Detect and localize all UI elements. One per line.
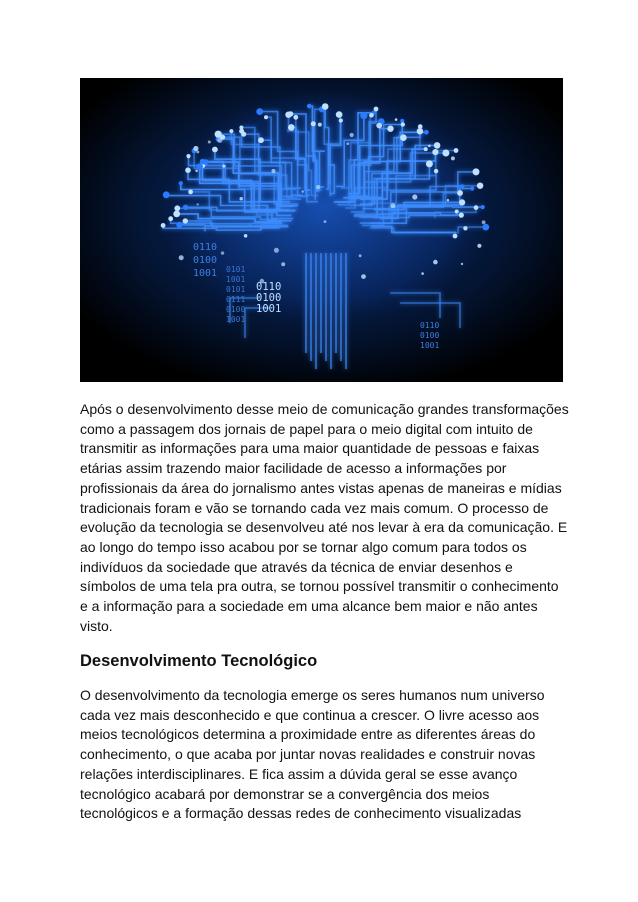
circuit-node (400, 134, 407, 141)
glow-dot (240, 197, 243, 200)
circuit-node (186, 154, 190, 158)
circuit-node (454, 148, 459, 153)
circuit-node (481, 205, 485, 209)
circuit-node (369, 113, 374, 118)
glow-dot (195, 170, 198, 173)
circuit-brain-image (80, 78, 563, 382)
circuit-node (360, 112, 367, 119)
glow-dot (221, 251, 224, 254)
circuit-node (293, 115, 298, 120)
circuit-node (455, 210, 459, 214)
glow-dot (359, 254, 362, 257)
circuit-node (426, 160, 433, 167)
binary-label: 0111 (226, 295, 246, 304)
circuit-node (453, 234, 458, 239)
circuit-node (460, 184, 465, 189)
glow-dot (197, 151, 200, 154)
binary-label: 1001 (226, 315, 246, 324)
circuit-node (161, 223, 166, 228)
circuit-node (307, 104, 312, 109)
binary-label: 0100 (193, 255, 218, 266)
glow-dot (208, 141, 211, 144)
glow-dot (217, 138, 222, 143)
glow-dot (451, 156, 455, 160)
circuit-node (241, 132, 246, 137)
glow-dot (302, 190, 304, 192)
circuit-node (258, 137, 264, 143)
glow-dot (412, 194, 417, 199)
circuit-node (457, 190, 463, 196)
section-heading: Desenvolvimento Tecnológico (80, 652, 318, 670)
paragraph-intro: Após o desenvolvimento desse meio de comunicação grandes transformações como a passagem dos jornais de papel para o meio digital com intuito de transmitir as informações para uma maior quantidade de pessoas e faixas etárias assim trazendo maior facilidade de acesso a informações por profissionais da área do jornalismo antes vistas apenas de maneiras e mídias tradicionais foram e vão se tornando cada vez mais comum. O processo de evolução da tecnologia se desenvolveu até nos levar à era da comunicação. E ao longo do tempo isso acabou por se tornar algo comum para todos os indivíduos da sociedade que através da técnica de enviar desenhos e símbolos de uma tela pra outra, se tornou possível transmitir o conhecimento e a informação para a sociedade em uma alcance bem maior e não antes visto. (80, 401, 569, 634)
binary-label: 0100 (256, 292, 282, 304)
circuit-node (459, 199, 465, 205)
circuit-node (336, 111, 343, 118)
glow-dot (447, 199, 449, 201)
circuit-node (311, 121, 316, 126)
binary-label: 1001 (226, 275, 246, 284)
circuit-node (339, 118, 343, 122)
circuit-node (197, 163, 203, 169)
paragraph-development: O desenvolvimento da tecnologia emerge os seres humanos num universo cada vez mais desconhecido e que continua a crescer. O livre acesso aos meios tecnológicos determina a proximidade entre as diferentes áreas do conhecimento, o que acaba por juntar novas realidades e construir novas relações interdisciplinares. E fica assim a dúvida geral se esse avanço tecnológico acabará por demonstrar se a convergência dos meios tecnológicos e a formação dessas redes de conhecimento visualizadas (80, 687, 545, 822)
glow-dot (318, 123, 322, 127)
glow-dot (395, 118, 398, 121)
glow-dot (361, 274, 366, 279)
circuit-node (474, 205, 479, 210)
circuit-node (442, 150, 449, 157)
circuit-brain-icon (80, 78, 563, 382)
circuit-node (477, 183, 483, 189)
glow-dot (271, 169, 275, 173)
glow-dot (274, 248, 279, 253)
circuit-node (424, 147, 428, 151)
circuit-node (400, 119, 404, 123)
glow-dot (433, 260, 438, 265)
circuit-node (200, 159, 206, 165)
binary-label: 0100 (226, 305, 246, 314)
circuit-node (215, 131, 222, 138)
circuit-node (264, 115, 268, 119)
circuit-node (256, 108, 263, 115)
circuit-node (434, 142, 441, 149)
binary-label: 1001 (193, 268, 218, 279)
circuit-node (459, 213, 464, 218)
circuit-node (168, 216, 173, 221)
circuit-node (174, 205, 180, 211)
circuit-node (417, 128, 423, 134)
glow-dot (391, 203, 396, 208)
binary-label: 0100 (420, 331, 440, 340)
glow-dot (350, 133, 354, 137)
circuit-node (179, 181, 183, 185)
glow-dot (316, 185, 320, 189)
glow-dot (461, 263, 463, 265)
circuit-node (229, 129, 233, 133)
circuit-node (173, 211, 180, 218)
circuit-node (482, 224, 489, 231)
circuit-node (473, 168, 480, 175)
glow-dot (421, 272, 424, 275)
glow-dot (193, 146, 198, 151)
circuit-node (470, 186, 474, 190)
binary-label: 0110 (256, 281, 282, 293)
circuit-node (183, 205, 188, 210)
glow-dot (179, 255, 184, 260)
glow-dot (244, 234, 248, 238)
glow-dot (324, 220, 327, 223)
circuit-node (418, 124, 423, 129)
circuit-node (163, 191, 170, 198)
circuit-node (212, 147, 218, 153)
circuit-node (434, 169, 438, 173)
circuit-node (185, 167, 191, 173)
glow-dot (197, 203, 199, 205)
circuit-node (322, 103, 329, 110)
glow-dot (222, 165, 225, 168)
circuit-node (374, 107, 379, 112)
circuit-node (424, 130, 429, 135)
glow-dot (428, 145, 431, 148)
circuit-node (176, 222, 182, 228)
binary-label: 1001 (420, 341, 440, 350)
glow-dot (376, 123, 382, 129)
circuit-node (288, 124, 295, 131)
binary-label: 0101 (226, 285, 246, 294)
glow-dot (477, 244, 481, 248)
glow-dot (281, 262, 285, 266)
circuit-node (387, 126, 393, 132)
binary-label: 1001 (256, 303, 282, 315)
circuit-node (401, 122, 405, 126)
circuit-node (432, 149, 438, 155)
binary-label: 0110 (420, 321, 440, 330)
glow-dot (347, 142, 350, 145)
circuit-node (183, 218, 188, 223)
glow-dot (482, 220, 486, 224)
binary-label: 0110 (193, 242, 218, 253)
binary-label: 0101 (226, 265, 246, 274)
circuit-node (188, 190, 193, 195)
circuit-node (285, 112, 291, 118)
glow-dot (463, 226, 467, 230)
